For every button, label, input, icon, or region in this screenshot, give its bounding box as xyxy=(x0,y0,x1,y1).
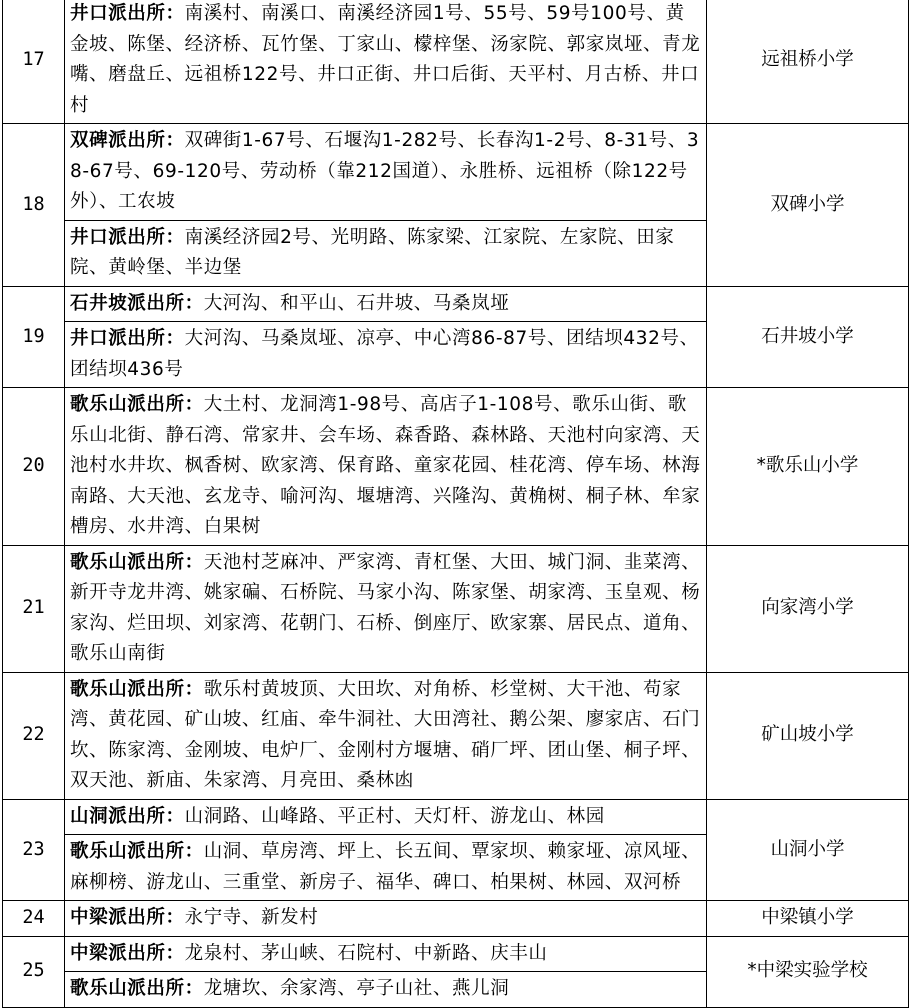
police-station-entry xyxy=(65,220,706,286)
police-station-entry xyxy=(65,834,706,900)
service-area-cell xyxy=(65,672,707,799)
area-list: 南溪村、南溪口、南溪经济园1号、55号、59号100号、黄金坡、陈堡、经济桥、瓦竹堡、丁家山、檬梓堡、汤家院、郭家岚垭、青龙嘴、磨盘丘、远祖桥122号、井口正街、井口后街、天平村、月古桥、井口村 xyxy=(70,3,701,116)
school-name: *中梁实验学校 xyxy=(707,936,909,1007)
school-zone-table-body xyxy=(3,0,909,1007)
area-list: 龙泉村、茅山峡、石院村、中新路、庆丰山 xyxy=(184,942,548,964)
school-name: 双碑小学 xyxy=(707,124,909,287)
table-row xyxy=(3,286,909,388)
table-row xyxy=(3,901,909,937)
school-name: 中梁镇小学 xyxy=(707,901,909,937)
area-list: 大河沟、和平山、石井坡、马桑岚垭 xyxy=(203,292,510,314)
police-station-entry xyxy=(65,971,706,1007)
table-row xyxy=(3,0,909,124)
row-number: 17 xyxy=(3,0,65,124)
police-station-entry xyxy=(65,0,706,123)
police-station-entry xyxy=(65,673,706,799)
school-name: *歌乐山小学 xyxy=(707,388,909,546)
police-station-entry xyxy=(65,800,706,835)
police-station-name: 双碑派出所： xyxy=(70,130,185,151)
table-row xyxy=(3,545,909,672)
table-row xyxy=(3,672,909,799)
school-name: 山洞小学 xyxy=(707,799,909,901)
school-name: 石井坡小学 xyxy=(707,286,909,388)
area-list: 龙塘坎、余家湾、亭子山社、燕儿洞 xyxy=(203,978,510,999)
school-name: 向家湾小学 xyxy=(707,545,909,672)
police-station-entry xyxy=(65,937,706,972)
police-station-name: 中梁派出所： xyxy=(70,907,185,928)
police-station-entry xyxy=(65,388,706,545)
service-area-cell xyxy=(65,0,707,124)
school-name: 远祖桥小学 xyxy=(707,0,909,124)
school-name: 矿山坡小学 xyxy=(707,672,909,799)
area-list: 大河沟、马桑岚垭、凉亭、中心湾86-87号、团结坝432号、团结坝436号 xyxy=(70,328,699,380)
police-station-name: 井口派出所： xyxy=(70,226,185,248)
area-list: 南溪经济园2号、光明路、陈家梁、江家院、左家院、田家院、黄岭堡、半边堡 xyxy=(70,226,675,278)
service-area-cell xyxy=(65,124,707,287)
table-row xyxy=(3,388,909,546)
police-station-entry xyxy=(65,901,706,936)
row-number: 23 xyxy=(3,799,65,901)
service-area-cell xyxy=(65,286,707,388)
police-station-name: 歌乐山派出所： xyxy=(70,978,204,999)
police-station-name: 石井坡派出所： xyxy=(70,292,204,314)
table-row xyxy=(3,124,909,287)
police-station-name: 歌乐山派出所： xyxy=(70,551,204,573)
row-number: 25 xyxy=(3,936,65,1007)
service-area-cell xyxy=(65,545,707,672)
area-list: 双碑街1-67号、石堰沟1-282号、长春沟1-2号、8-31号、38-67号、69-120号、劳动桥（靠212国道）、永胜桥、远祖桥（除122号外）、工农坡 xyxy=(70,130,700,212)
table-row xyxy=(3,936,909,1007)
row-number: 24 xyxy=(3,901,65,937)
row-number: 21 xyxy=(3,545,65,672)
table-row xyxy=(3,799,909,901)
row-number: 22 xyxy=(3,672,65,799)
police-station-entry xyxy=(65,124,706,220)
area-list: 歌乐村黄坡顶、大田坎、对角桥、杉堂树、大干池、苟家湾、黄花园、矿山坡、红庙、牵牛洞社、大田湾社、鹅公架、廖家店、石门坎、陈家湾、金刚坡、电炉厂、金刚村方堰塘、硝厂坪、团山堡、桐子坪、双天池、新庙、朱家湾、月亮田、桑林凼 xyxy=(70,678,701,791)
service-area-cell xyxy=(65,901,707,937)
police-station-name: 歌乐山派出所： xyxy=(70,678,204,700)
service-area-cell xyxy=(65,388,707,546)
school-zone-table xyxy=(2,0,909,1008)
police-station-name: 山洞派出所： xyxy=(70,805,185,827)
police-station-name: 井口派出所： xyxy=(70,3,185,24)
police-station-name: 歌乐山派出所： xyxy=(70,841,204,862)
area-list: 大土村、龙洞湾1-98号、高店子1-108号、歌乐山街、歌乐山北街、静石湾、常家井、会车场、森香路、森林路、天池村向家湾、天池村水井坎、枫香树、欧家湾、保育路、童家花园、桂花湾、停车场、林海南路、大天池、玄龙寺、喻河沟、堰塘湾、兴隆沟、黄桷树、桐子林、牟家槽房、水井湾、白果树 xyxy=(70,394,701,537)
police-station-entry xyxy=(65,321,706,387)
service-area-cell xyxy=(65,799,707,901)
row-number: 18 xyxy=(3,124,65,287)
police-station-name: 中梁派出所： xyxy=(70,942,185,964)
police-station-entry xyxy=(65,546,706,672)
row-number: 20 xyxy=(3,388,65,546)
police-station-name: 井口派出所： xyxy=(70,328,185,349)
police-station-name: 歌乐山派出所： xyxy=(70,394,204,415)
service-area-cell xyxy=(65,936,707,1007)
row-number: 19 xyxy=(3,286,65,388)
area-list: 天池村芝麻冲、严家湾、青杠堡、大田、城门洞、韭菜湾、新开寺龙井湾、姚家碥、石桥院、马家小沟、陈家堡、胡家湾、玉皇观、杨家沟、烂田坝、刘家湾、花朝门、石桥、倒座厅、欧家寨、居民点、道角、歌乐山南街 xyxy=(70,551,701,664)
area-list: 山洞、草房湾、坪上、长五间、覃家坝、赖家垭、凉风垭、麻柳榜、游龙山、三重堂、新房子、福华、碑口、柏果树、林园、双河桥 xyxy=(70,841,701,893)
area-list: 山洞路、山峰路、平正村、天灯杆、游龙山、林园 xyxy=(184,805,605,827)
police-station-entry xyxy=(65,287,706,322)
area-list: 永宁寺、新发村 xyxy=(184,907,319,928)
